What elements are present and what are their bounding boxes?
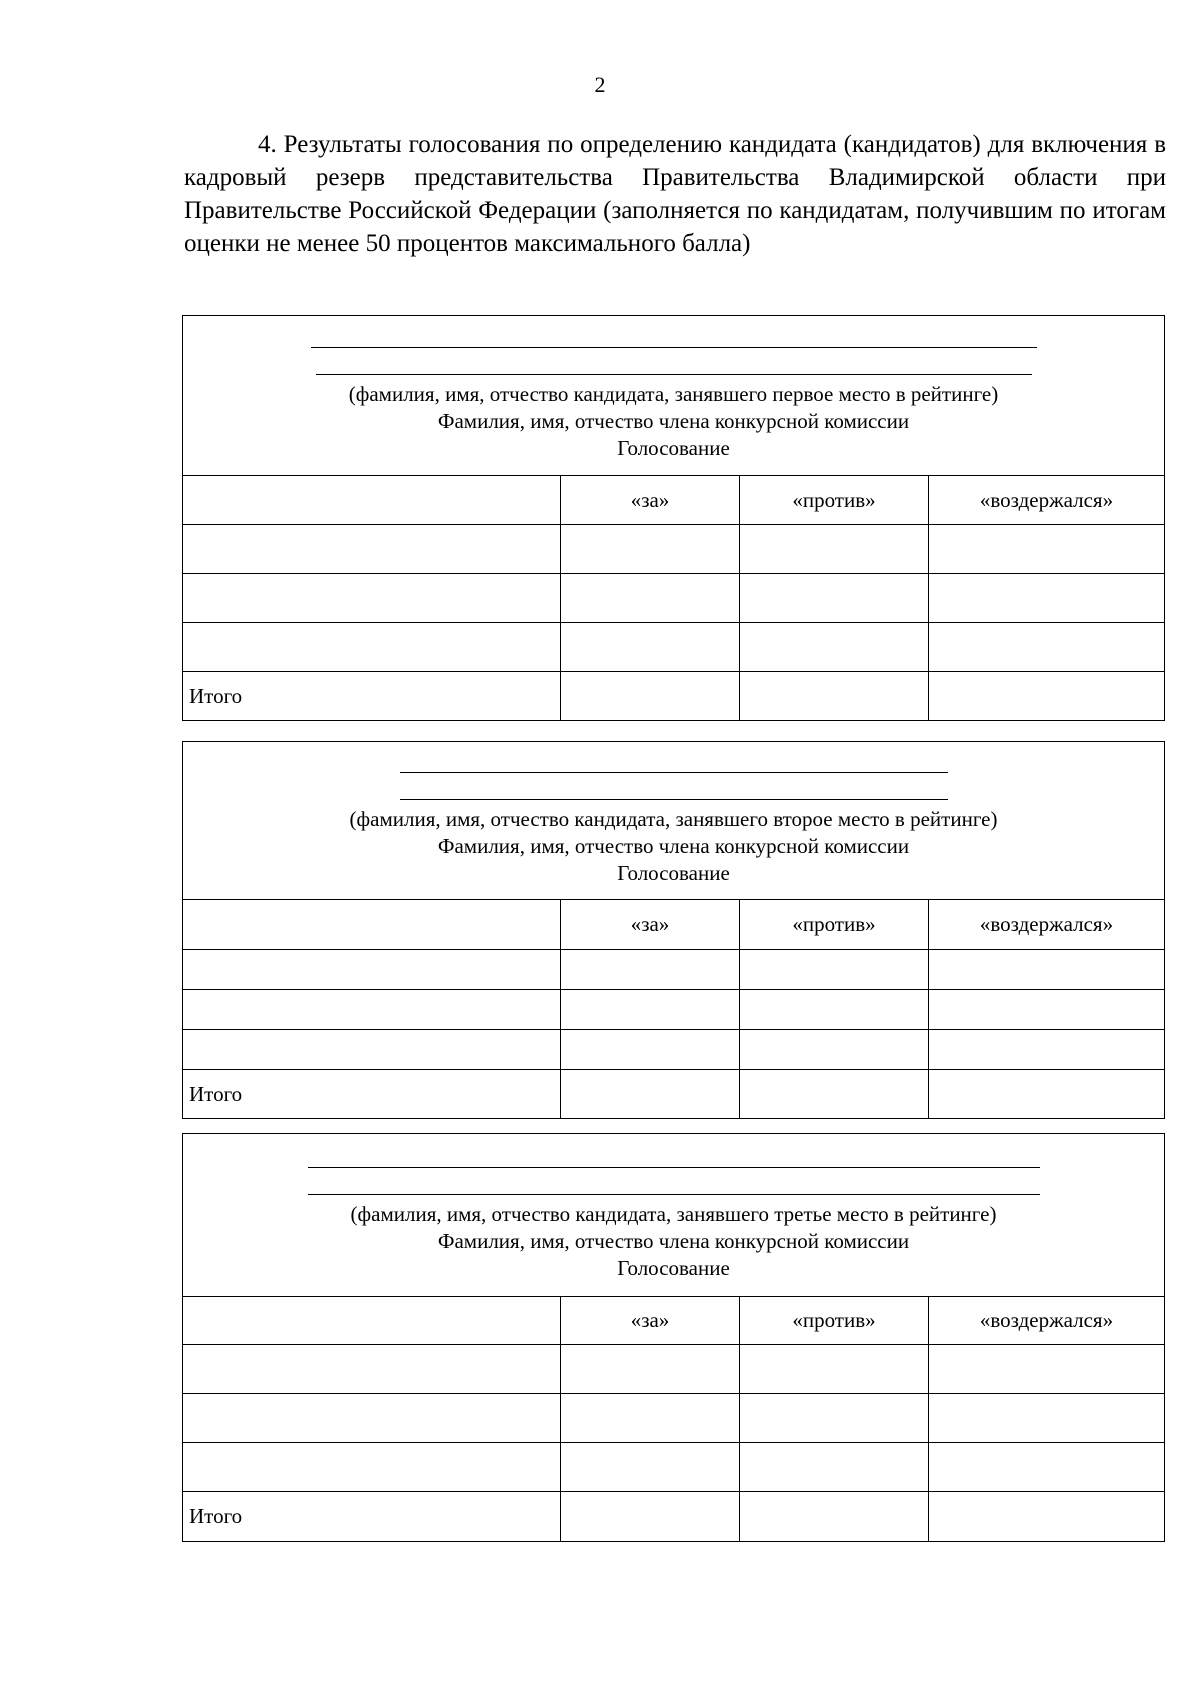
table-row <box>183 950 1165 990</box>
member-caption: Фамилия, имя, отчество члена конкурсной комиссии <box>437 1228 910 1253</box>
member-caption: Фамилия, имя, отчество члена конкурсной комиссии <box>437 409 910 433</box>
vote-cell <box>561 672 740 721</box>
vote-cell <box>561 990 740 1030</box>
member-name-cell <box>183 525 561 574</box>
vote-cell <box>929 990 1165 1030</box>
total-row <box>183 1492 1165 1542</box>
table-row <box>183 1443 1165 1492</box>
member-name-header-cell <box>183 1297 561 1345</box>
vote-cell <box>740 1443 929 1492</box>
vote-cell <box>929 623 1165 672</box>
vote-cell <box>929 1492 1165 1542</box>
table-row <box>183 525 1165 574</box>
table-row <box>183 1394 1165 1443</box>
vote-cell <box>561 623 740 672</box>
vote-cell <box>740 1492 929 1542</box>
total-row <box>183 672 1165 721</box>
vote-cell <box>561 950 740 990</box>
intro-paragraph: 4. Результаты голосования по определению кандидата (кандидатов) для включения в кадровый резерв представительства Правительства Владимирской области при Правительстве Российской Федерации (заполняется по кандидатам, получившим по итогам оценки не менее 50 процентов максимального балла) <box>184 131 1166 257</box>
column-for: «за» <box>561 900 740 950</box>
member-name-cell <box>183 623 561 672</box>
vote-cell <box>561 1443 740 1492</box>
vote-cell <box>929 1070 1165 1119</box>
voting-table-third-place <box>182 1133 1165 1542</box>
vote-cell <box>740 1345 929 1394</box>
vote-cell <box>561 1394 740 1443</box>
candidate-name-line <box>311 347 1037 348</box>
member-caption: Фамилия, имя, отчество члена конкурсной комиссии <box>437 834 910 858</box>
vote-cell <box>740 672 929 721</box>
vote-cell <box>740 1030 929 1070</box>
table-header <box>183 742 1165 900</box>
member-name-cell <box>183 1394 561 1443</box>
vote-cell <box>561 525 740 574</box>
vote-cell <box>740 623 929 672</box>
member-name-cell <box>183 574 561 623</box>
member-name-cell <box>183 990 561 1030</box>
column-abstained: «воздержался» <box>929 900 1165 950</box>
vote-cell <box>740 525 929 574</box>
total-row <box>183 1070 1165 1119</box>
column-abstained: «воздержался» <box>929 476 1165 525</box>
vote-cell <box>740 1394 929 1443</box>
vote-cell <box>929 672 1165 721</box>
vote-cell <box>740 990 929 1030</box>
candidate-caption: (фамилия, имя, отчество кандидата, занявшего второе место в рейтинге) <box>349 807 998 831</box>
vote-cell <box>929 1030 1165 1070</box>
vote-cell <box>929 950 1165 990</box>
voting-caption: Голосование <box>617 1255 730 1280</box>
vote-cell <box>740 950 929 990</box>
column-abstained: «воздержался» <box>929 1297 1165 1345</box>
candidate-name-line <box>400 799 948 800</box>
candidate-name-line <box>400 772 948 773</box>
page-number: 2 <box>594 72 606 97</box>
vote-cell <box>561 1070 740 1119</box>
candidate-caption: (фамилия, имя, отчество кандидата, занявшего первое место в рейтинге) <box>348 382 999 406</box>
vote-cell <box>929 1443 1165 1492</box>
voting-caption: Голосование <box>617 436 730 460</box>
voting-caption: Голосование <box>617 861 730 885</box>
column-against: «против» <box>740 476 929 525</box>
table-row <box>183 1030 1165 1070</box>
candidate-name-line <box>308 1167 1040 1168</box>
table-row <box>183 1345 1165 1394</box>
vote-cell <box>929 1345 1165 1394</box>
voting-table-second-place <box>182 741 1165 1119</box>
total-label: Итого <box>183 672 561 721</box>
vote-cell <box>561 1345 740 1394</box>
total-label: Итого <box>183 1492 561 1542</box>
column-against: «против» <box>740 1297 929 1345</box>
member-name-header-cell <box>183 476 561 525</box>
candidate-caption: (фамилия, имя, отчество кандидата, занявшего третье место в рейтинге) <box>350 1201 997 1226</box>
table-header <box>183 316 1165 476</box>
candidate-name-line <box>308 1194 1040 1195</box>
total-label: Итого <box>183 1070 561 1119</box>
vote-cell <box>929 525 1165 574</box>
vote-cell <box>929 1394 1165 1443</box>
table-row <box>183 574 1165 623</box>
voting-table-first-place <box>182 315 1165 721</box>
column-for: «за» <box>561 1297 740 1345</box>
table-header <box>183 1134 1165 1297</box>
member-name-cell <box>183 1443 561 1492</box>
vote-cell <box>561 1030 740 1070</box>
vote-cell <box>561 1492 740 1542</box>
vote-cell <box>929 574 1165 623</box>
member-name-cell <box>183 950 561 990</box>
table-row <box>183 623 1165 672</box>
member-name-cell <box>183 1030 561 1070</box>
table-row <box>183 990 1165 1030</box>
member-name-header-cell <box>183 900 561 950</box>
vote-cell <box>740 574 929 623</box>
member-name-cell <box>183 1345 561 1394</box>
vote-cell <box>561 574 740 623</box>
candidate-name-line <box>316 374 1032 375</box>
column-against: «против» <box>740 900 929 950</box>
vote-cell <box>740 1070 929 1119</box>
column-for: «за» <box>561 476 740 525</box>
